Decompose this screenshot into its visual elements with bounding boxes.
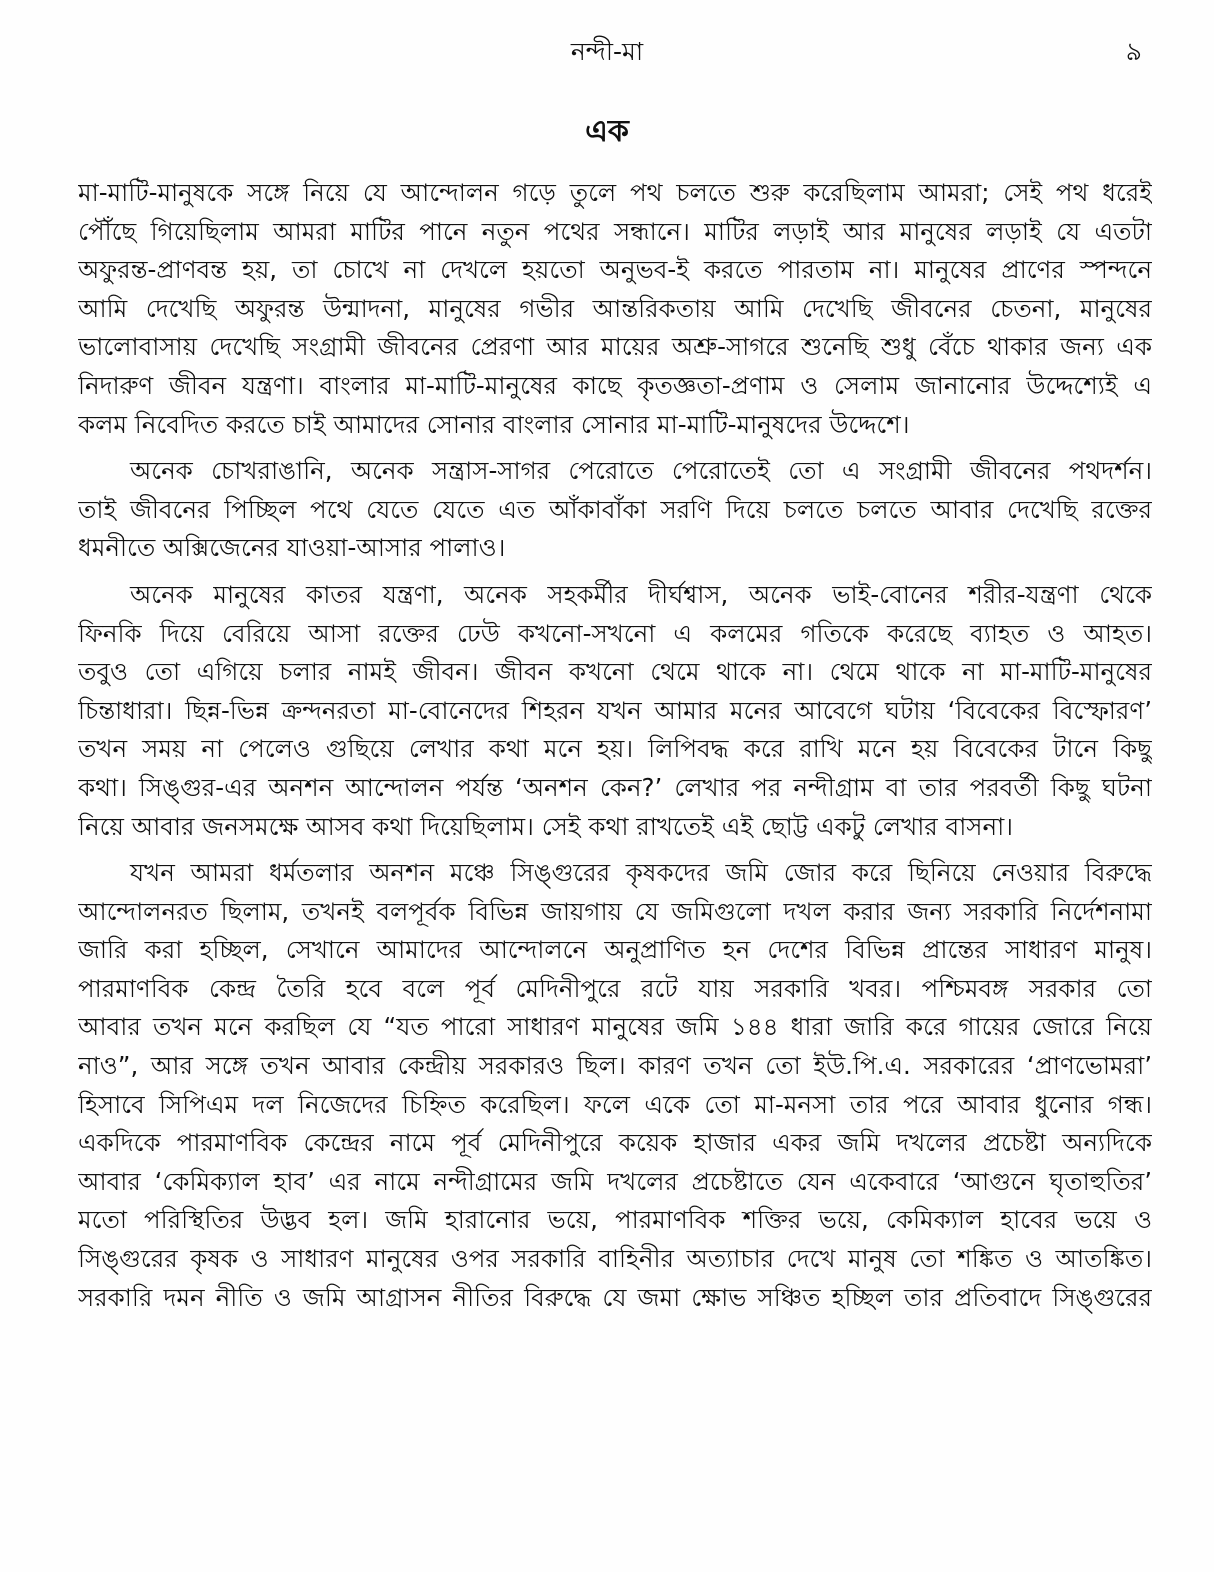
text-line: সিঙ্গুরের কৃষক ও সাধারণ মানুষের ওপর সরকারি বাহিনীর অত্যাচার দেখে মানুষ তো শঙ্কিত ও আতঙ্কিত। <box>78 1244 1152 1274</box>
paragraph-spacer <box>78 846 1152 854</box>
text-line: তাই জীবনের পিচ্ছিল পথে যেতে যেতে এত আঁকাবাঁকা সরণি দিয়ে চলতে চলতে আবার দেখেছি রক্তের <box>78 494 1152 524</box>
text-line: তখন সময় না পেলেও গুছিয়ে লেখার কথা মনে হয়। লিপিবদ্ধ করে রাখি মনে হয় বিবেকের টানে কিছু <box>78 734 1152 764</box>
text-line: পৌঁছে গিয়েছিলাম আমরা মাটির পানে নতুন পথের সন্ধানে। মাটির লড়াই আর মানুষের লড়াই যে এতটা <box>78 216 1152 246</box>
text-line: তবুও তো এগিয়ে চলার নামই জীবন। জীবন কখনো থেমে থাকে না। থেমে থাকে না মা-মাটি-মানুষের <box>78 657 1152 687</box>
paragraph <box>78 452 1152 568</box>
page-number: ৯ <box>1125 37 1142 66</box>
text-line: কলম নিবেদিত করতে চাই আমাদের সোনার বাংলার সোনার মা-মাটি-মানুষদের উদ্দেশে। <box>78 409 910 439</box>
text-line: কথা। সিঙ্গুর-এর অনশন আন্দোলন পর্যন্ত ‘অনশন কেন?’ লেখার পর নন্দীগ্রাম বা তার পরবর্তী কিছু ঘটনা <box>78 772 1152 802</box>
running-title: নন্দী-মা <box>570 37 644 66</box>
text-line: অনেক মানুষের কাতর যন্ত্রণা, অনেক সহকর্মীর দীর্ঘশ্বাস, অনেক ভাই-বোনের শরীর-যন্ত্রণা থেকে <box>130 579 1152 609</box>
text-line: পারমাণবিক কেন্দ্র তৈরি হবে বলে পূর্ব মেদিনীপুরে রটে যায় সরকারি খবর। পশ্চিমবঙ্গ সরকার তো <box>78 973 1152 1003</box>
text-line: আন্দোলনরত ছিলাম, তখনই বলপূর্বক বিভিন্ন জায়গায় যে জমিগুলো দখল করার জন্য সরকারি নির্দেশনামা <box>78 896 1152 926</box>
paragraph-spacer <box>78 568 1152 576</box>
text-line: মতো পরিস্থিতির উদ্ভব হল। জমি হারানোর ভয়ে, পারমাণবিক শক্তির ভয়ে, কেমিক্যাল হাবের ভয়ে ও <box>78 1205 1152 1235</box>
text-line: একদিকে পারমাণবিক কেন্দ্রের নামে পূর্ব মেদিনীপুরে কয়েক হাজার একর জমি দখলের প্রচেষ্টা অন্যদিকে <box>78 1128 1152 1158</box>
text-line: নিদারুণ জীবন যন্ত্রণা। বাংলার মা-মাটি-মানুষের কাছে কৃতজ্ঞতা-প্রণাম ও সেলাম জানানোর উদ্দেশ্যেই এ <box>78 370 1152 400</box>
text-line: আবার ‘কেমিক্যাল হাব’ এর নামে নন্দীগ্রামের জমি দখলের প্রচেষ্টাতে যেন একেবারে ‘আগুনে ঘৃতাহুতির’ <box>78 1166 1152 1196</box>
text-line: মা-মাটি-মানুষকে সঙ্গে নিয়ে যে আন্দোলন গড়ে তুলে পথ চলতে শুরু করেছিলাম আমরা; সেই পথ ধরেই <box>78 178 1152 207</box>
text-line: হিসাবে সিপিএম দল নিজেদের চিহ্নিত করেছিল। ফলে একে তো মা-মনসা তার পরে আবার ধুনোর গন্ধ। <box>78 1089 1152 1119</box>
text-line: ধমনীতে অক্সিজেনের যাওয়া-আসার পালাও। <box>78 533 506 563</box>
text-line: অনেক চোখরাঙানি, অনেক সন্ত্রাস-সাগর পেরোতে পেরোতেই তো এ সংগ্রামী জীবনের পথদর্শন। <box>130 456 1152 486</box>
chapter-heading: এক <box>585 114 629 149</box>
text-line: ফিনকি দিয়ে বেরিয়ে আসা রক্তের ঢেউ কখনো-সখনো এ কলমের গতিকে করেছে ব্যাহত ও আহত। <box>78 618 1152 648</box>
paragraph <box>78 854 1152 1317</box>
text-line: অফুরন্ত-প্রাণবন্ত হয়, তা চোখে না দেখলে হয়তো অনুভব-ই করতে পারতাম না। মানুষের প্রাণের স্পন্দনে <box>78 255 1152 285</box>
text-line: নাও”, আর সঙ্গে তখন আবার কেন্দ্রীয় সরকারও ছিল। কারণ তখন তো ইউ.পি.এ. সরকারের ‘প্রাণভোমরা’ <box>78 1051 1152 1081</box>
text-line: আমি দেখেছি অফুরন্ত উন্মাদনা, মানুষের গভীর আন্তরিকতায় আমি দেখেছি জীবনের চেতনা, মানুষের <box>78 293 1152 323</box>
text-line: জারি করা হচ্ছিল, সেখানে আমাদের আন্দোলনে অনুপ্রাণিত হন দেশের বিভিন্ন প্রান্তের সাধারণ মানুষ। <box>78 935 1152 965</box>
text-line: যখন আমরা ধর্মতলার অনশন মঞ্চে সিঙ্গুরের কৃষকদের জমি জোর করে ছিনিয়ে নেওয়ার বিরুদ্ধে <box>130 858 1152 888</box>
text-line: চিন্তাধারা। ছিন্ন-ভিন্ন ক্রন্দনরতা মা-বোনেদের শিহরন যখন আমার মনের আবেগে ঘটায় ‘বিবেকের বিস্ফোরণ’ <box>78 695 1152 725</box>
paragraph-spacer <box>78 444 1152 452</box>
body-text <box>78 174 1152 1317</box>
text-line: নিয়ে আবার জনসমক্ষে আসব কথা দিয়েছিলাম। সেই কথা রাখতেই এই ছোট্ট একটু লেখার বাসনা। <box>78 811 1013 841</box>
text-line: ভালোবাসায় দেখেছি সংগ্রামী জীবনের প্রেরণা আর মায়ের অশ্রু-সাগরে শুনেছি শুধু বেঁচে থাকার জন্য এক <box>78 332 1152 362</box>
paragraph <box>78 576 1152 846</box>
paragraph <box>78 174 1152 444</box>
text-line: সরকারি দমন নীতি ও জমি আগ্রাসন নীতির বিরুদ্ধে যে জমা ক্ষোভ সঞ্চিত হচ্ছিল তার প্রতিবাদে সিঙ্গুরের <box>78 1282 1152 1312</box>
text-line: আবার তখন মনে করছিল যে “যত পারো সাধারণ মানুষের জমি ১৪৪ ধারা জারি করে গায়ের জোরে নিয়ে <box>78 1012 1152 1042</box>
